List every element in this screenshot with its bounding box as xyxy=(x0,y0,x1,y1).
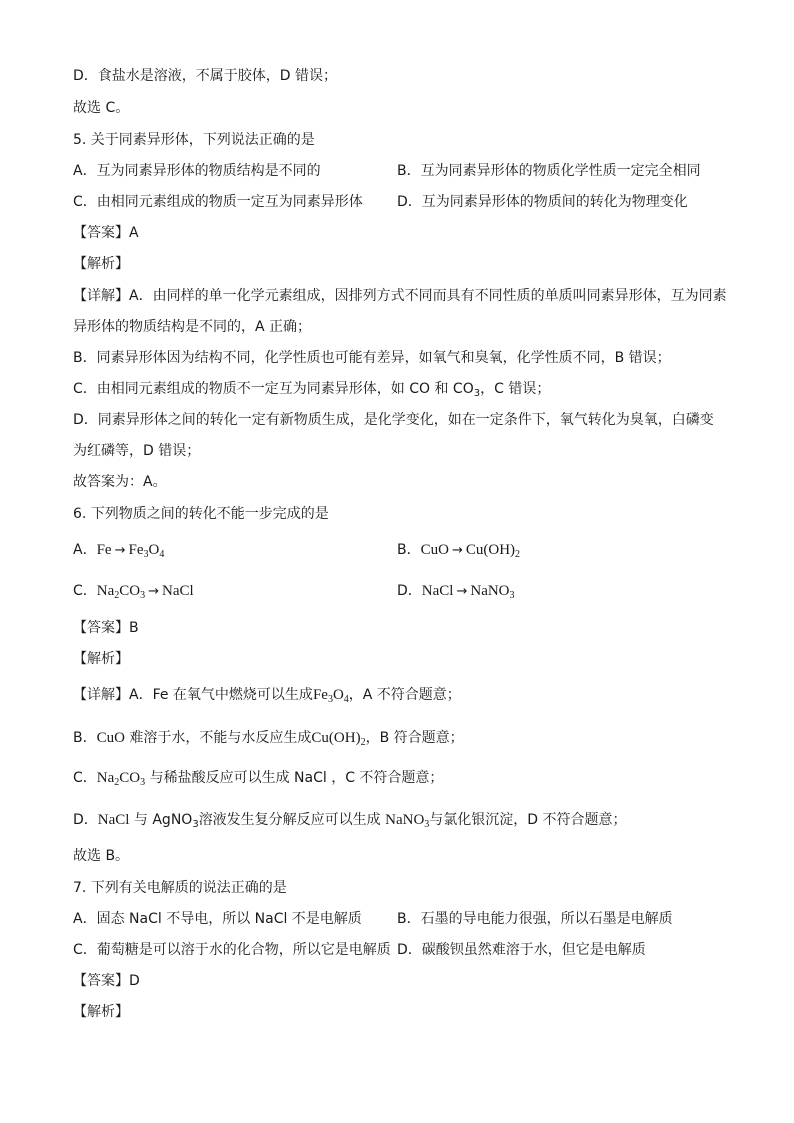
q5-detail-c-tail: ，C 错误； xyxy=(480,381,551,397)
q6-detail-c-tail: 与稀盐酸反应可以生成 NaCl ，C 不符合题意； xyxy=(145,770,444,786)
q7-option-d: D．碳酸钡虽然难溶于水，但它是电解质 xyxy=(397,942,646,958)
q5-stem: 5. 关于同素异形体，下列说法正确的是 xyxy=(73,132,315,148)
q6-detail-d-text1: 与 AgNO xyxy=(129,812,193,828)
q5-detail-c xyxy=(73,379,550,399)
arrow-right-icon: → xyxy=(148,584,160,599)
q6-detail-d-text2: 溶液发生复分解反应可以生成 xyxy=(198,812,386,828)
q6-detail-c-formula2: CO xyxy=(119,770,141,786)
q6-analysis-title: 【解析】 xyxy=(73,651,129,667)
q6-detail-d-tail: 与氯化银沉淀，D 不符合题意； xyxy=(429,812,627,828)
q5-detail-d-line1: D．同素异形体之间的转化一定有新物质生成，是化学变化，如在一定条件下，氧气转化为臭氧，白磷变 xyxy=(73,412,714,428)
q5-detail-d-line2: 为红磷等，D 错误； xyxy=(73,443,201,459)
q6-detail-c-sub1: 2 xyxy=(114,777,120,788)
q5-option-c: C．由相同元素组成的物质一定互为同素异形体 xyxy=(73,194,363,210)
q6-option-a-label: A． xyxy=(73,542,97,558)
q6-answer: 【答案】B xyxy=(73,620,139,636)
q6-detail-b-formula0: CuO xyxy=(96,730,125,746)
q6-option-c xyxy=(73,581,194,602)
q6-option-a xyxy=(73,540,164,561)
q6-detail-a-formula2: O xyxy=(332,687,344,703)
q6-detail-a-text: 【详解】A．Fe 在氧气中燃烧可以生成 xyxy=(73,687,313,703)
q6-detail-b-label: B． xyxy=(73,730,97,746)
q5-option-b: B．互为同素异形体的物质化学性质一定完全相同 xyxy=(397,163,701,179)
q5-answer: 【答案】A xyxy=(73,225,139,241)
arrow-right-icon: → xyxy=(451,543,463,558)
q5-detail-c-text: C．由相同元素组成的物质不一定互为同素异形体，如 CO 和 CO xyxy=(73,381,474,397)
q6-option-c-sub2: 3 xyxy=(140,590,146,601)
q6-detail-b xyxy=(73,728,464,748)
q6-option-d-product: NaNO xyxy=(470,583,510,599)
prev-conclusion: 故选 C。 xyxy=(73,100,130,116)
q5-analysis-title: 【解析】 xyxy=(73,256,129,272)
q6-option-a-product: Fe xyxy=(128,542,144,558)
q6-option-c-product: NaCl xyxy=(162,583,194,599)
q6-detail-b-tail: ，B 符合题意； xyxy=(365,730,464,746)
q5-detail-c-subscript: 3 xyxy=(473,388,481,399)
q7-option-a: A．固态 NaCl 不导电，所以 NaCl 不是电解质 xyxy=(73,911,362,927)
q6-detail-d-sub0: 3 xyxy=(192,819,199,830)
q7-option-b: B．石墨的导电能力很强，所以石墨是电解质 xyxy=(397,911,673,927)
q7-option-c: C．葡萄糖是可以溶于水的化合物，所以它是电解质 xyxy=(73,942,391,958)
q6-detail-c-label: C． xyxy=(73,770,97,786)
q7-analysis-title: 【解析】 xyxy=(73,1004,129,1020)
q5-detail-b: B．同素异形体因为结构不同，化学性质也可能有差异，如氧气和臭氧，化学性质不同，B 错误； xyxy=(73,350,671,366)
q6-detail-a-formula1: Fe xyxy=(312,687,328,703)
q6-detail-b-text: 难溶于水，不能与水反应生成 xyxy=(124,730,312,746)
q6-detail-c xyxy=(73,768,443,788)
q6-detail-a-sub2: 4 xyxy=(343,694,349,705)
q6-option-a-product2: O xyxy=(148,542,160,558)
q6-option-c-reactant2: CO xyxy=(119,583,141,599)
q6-option-c-sub1: 2 xyxy=(114,590,120,601)
q6-detail-d-formula0: NaCl xyxy=(97,812,130,828)
q6-detail-a-sub1: 3 xyxy=(327,694,333,705)
q6-detail-b-formula1: Cu(OH) xyxy=(311,730,361,746)
arrow-right-icon: → xyxy=(114,543,126,558)
q6-option-c-reactant: Na xyxy=(96,583,115,599)
q6-stem: 6. 下列物质之间的转化不能一步完成的是 xyxy=(73,506,329,522)
q6-option-d-sub1: 3 xyxy=(509,590,515,601)
q6-option-b-sub1: 2 xyxy=(515,549,521,560)
q6-detail-c-sub2: 3 xyxy=(140,777,146,788)
q7-answer: 【答案】D xyxy=(73,973,140,989)
q5-conclusion: 故答案为：A。 xyxy=(73,474,167,490)
q6-conclusion: 故选 B。 xyxy=(73,848,130,864)
q6-detail-d-label: D． xyxy=(73,812,98,828)
q6-detail-a xyxy=(73,685,461,705)
q6-option-a-sub1: 3 xyxy=(143,549,149,560)
q6-option-d xyxy=(397,581,515,602)
q5-option-d: D．互为同素异形体的物质间的转化为物理变化 xyxy=(397,194,688,210)
q6-detail-d-sub1: 3 xyxy=(424,819,430,830)
q6-detail-a-tail: ，A 不符合题意； xyxy=(348,687,461,703)
arrow-right-icon: → xyxy=(456,584,468,599)
q5-detail-a-line1: 【详解】A．由同样的单一化学元素组成，因排列方式不同而具有不同性质的单质叫同素异形体，互为同素 xyxy=(73,288,727,304)
q5-detail-a-line2: 异形体的物质结构是不同的，A 正确； xyxy=(73,319,312,335)
q5-option-a: A．互为同素异形体的物质结构是不同的 xyxy=(73,163,321,179)
q6-option-a-sub2: 4 xyxy=(159,549,165,560)
q6-detail-d-formula1: NaNO xyxy=(385,812,425,828)
q6-option-b-product: Cu(OH) xyxy=(465,542,516,558)
q6-option-b xyxy=(397,540,520,561)
q6-detail-c-formula1: Na xyxy=(96,770,115,786)
q6-detail-d xyxy=(73,810,627,830)
q6-option-a-reactant: Fe xyxy=(96,542,112,558)
q6-detail-b-sub1: 2 xyxy=(360,737,366,748)
q6-option-c-label: C． xyxy=(73,583,97,599)
q6-option-b-reactant: CuO xyxy=(420,542,449,558)
prev-line-d: D．食盐水是溶液，不属于胶体，D 错误； xyxy=(73,68,338,84)
q7-stem: 7. 下列有关电解质的说法正确的是 xyxy=(73,880,287,896)
q6-option-d-reactant: NaCl xyxy=(421,583,454,599)
q6-option-b-label: B． xyxy=(397,542,421,558)
q6-option-d-label: D． xyxy=(397,583,422,599)
